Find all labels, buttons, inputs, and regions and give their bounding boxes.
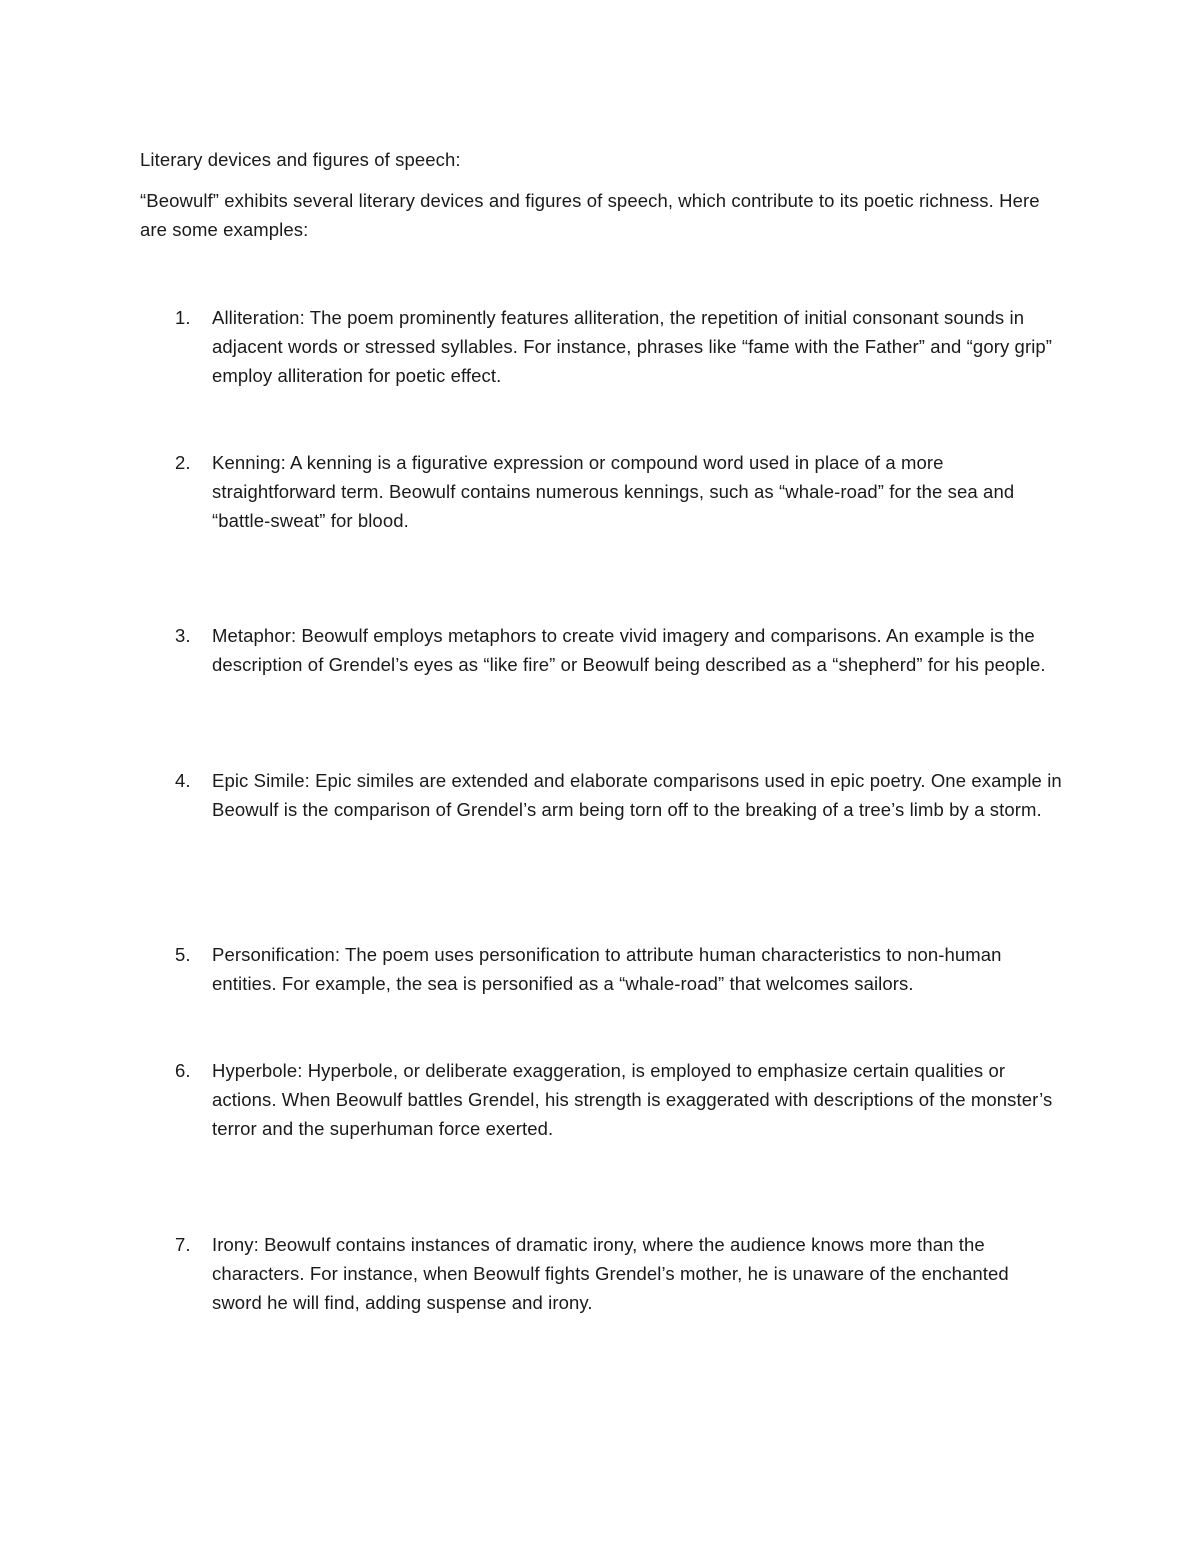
list-number: 2. [175,452,191,473]
list-item-text: Personification: The poem uses personification to attribute human characteristics to non-human entities. For example, the sea is personified as a “whale-road” that welcomes sailors. [212,944,1002,994]
list-item-alliteration [140,303,1060,390]
list-number: 5. [175,944,191,965]
list-number: 3. [175,625,191,646]
list-item-text: Alliteration: The poem prominently features alliteration, the repetition of initial consonant sounds in adjacent words or stressed syllables. For instance, phrases like “fame with the Father” and “gory grip” employ alliteration for poetic effect. [212,307,1053,386]
list-item-hyperbole [140,1056,1060,1143]
list-item-epic-simile [140,766,1060,824]
list-item-text: Epic Simile: Epic similes are extended and elaborate comparisons used in epic poetry. One example in Beowulf is the comparison of Grendel’s arm being torn off to the breaking of a tree’s limb by a storm. [212,770,1062,820]
list-number: 1. [175,307,191,328]
list-item-text: Irony: Beowulf contains instances of dramatic irony, where the audience knows more than the characters. For instance, when Beowulf fights Grendel’s mother, he is unaware of the enchanted sword he will find, adding suspense and irony. [212,1234,1009,1313]
list-number: 4. [175,770,191,791]
document-heading: Literary devices and figures of speech: [140,149,461,170]
list-item-personification [140,940,1060,998]
list-item-text: Metaphor: Beowulf employs metaphors to create vivid imagery and comparisons. An example is the description of Grendel’s eyes as “like fire” or Beowulf being described as a “shepherd” for his people. [212,625,1046,675]
list-item-irony [140,1230,1060,1317]
list-item-text: Hyperbole: Hyperbole, or deliberate exaggeration, is employed to emphasize certain qualities or actions. When Beowulf battles Grendel, his strength is exaggerated with descriptions of the monster’s terror and the superhuman force exerted. [212,1060,1053,1139]
list-item-metaphor [140,621,1060,679]
intro-paragraph: “Beowulf” exhibits several literary devices and figures of speech, which contribute to its poetic richness. Here are some examples: [140,190,1040,240]
list-number: 7. [175,1234,191,1255]
list-item-text: Kenning: A kenning is a figurative expression or compound word used in place of a more straightforward term. Beowulf contains numerous kennings, such as “whale-road” for the sea and “battle-sweat” for blood. [212,452,1015,531]
list-number: 6. [175,1060,191,1081]
list-item-kenning [140,448,1060,535]
